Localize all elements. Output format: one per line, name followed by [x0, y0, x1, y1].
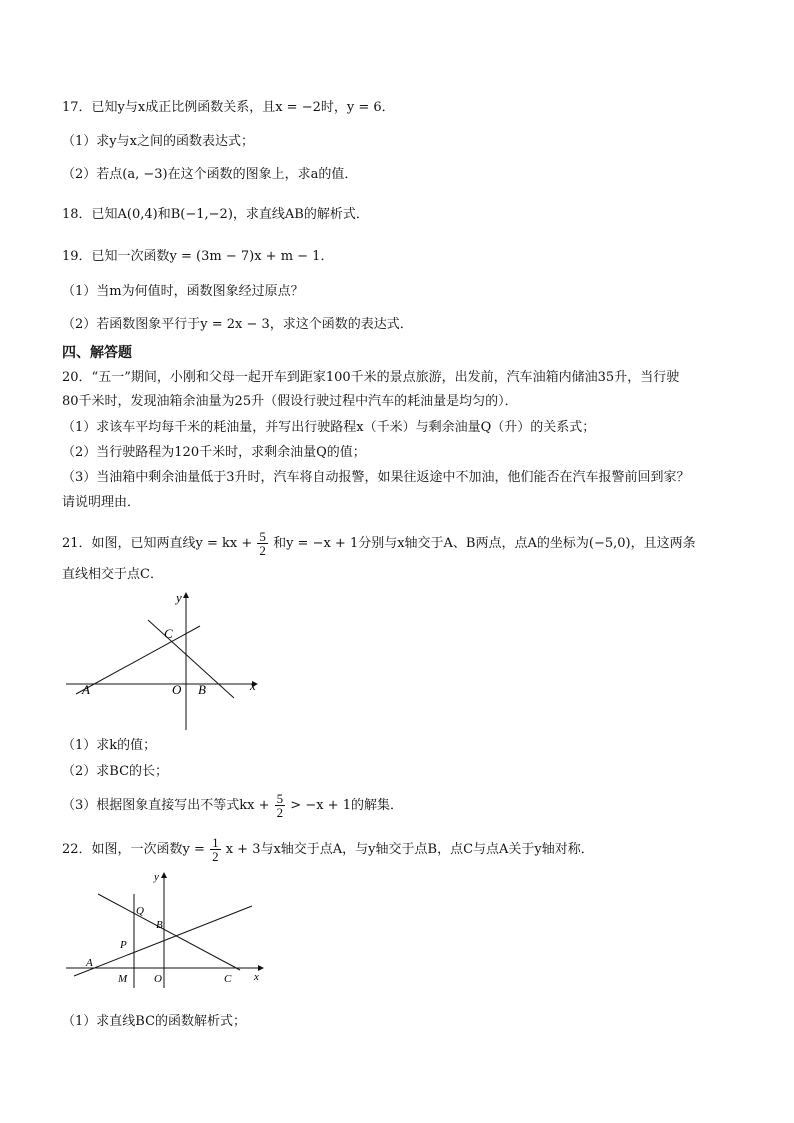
section-heading: 四、解答题 — [62, 345, 132, 361]
q21-part3-frac-den: 2 — [276, 805, 284, 820]
q22-fig-B: B — [156, 919, 163, 931]
q20-part1: （1）求该车平均每千米的耗油量，并写出行驶路程x（千米）与剩余油量Q（升）的关系式； — [62, 420, 596, 435]
q22-stem — [62, 836, 594, 863]
q21-part1: （1）求k的值； — [62, 738, 157, 753]
q21-stem-b: 和y = −x + 1分别与x轴交于A、B两点，点A的坐标为(−5,0)，且这两条 — [273, 536, 696, 551]
q22-fig-C: C — [224, 973, 232, 985]
q21-fig-C: C — [164, 626, 173, 641]
q22-frac-num: 1 — [212, 835, 219, 850]
q21-part3-fraction — [275, 792, 286, 819]
q21-fig-A: A — [82, 682, 90, 697]
q22-frac-den: 2 — [212, 849, 219, 864]
q22-fig-Q: Q — [136, 905, 144, 917]
q21-frac-den: 2 — [259, 543, 266, 558]
q21-frac-num: 5 — [259, 529, 266, 544]
q21-part3-frac-num: 5 — [276, 791, 284, 806]
q22-fraction — [210, 836, 221, 863]
q17-part2: （2）若点(a, −3)在这个函数的图象上，求a的值． — [62, 167, 358, 182]
q21-fig-x: x — [250, 678, 256, 693]
q22-stem-a: 22．如图，一次函数y = — [62, 842, 205, 857]
q20-line1: 20．“五一”期间，小刚和父母一起开车到距家100千米的景点旅游，出发前，汽车油箱内储油35升，当行驶 — [62, 370, 680, 385]
q21-figure — [62, 590, 272, 732]
q21-part2: （2）求BC的长； — [62, 764, 169, 779]
q22-fig-x: x — [254, 971, 259, 983]
q21-stem — [62, 530, 696, 557]
q22-fig-A: A — [86, 957, 93, 969]
q18-stem: 18．已知A(0,4)和B(−1,−2)，求直线AB的解析式． — [62, 207, 369, 222]
q20-part3-cont: 请说明理由． — [62, 495, 141, 510]
q19-part1: （1）当m为何值时，函数图象经过原点？ — [62, 284, 304, 299]
q21-fig-O: O — [172, 682, 182, 697]
q22-fig-y: y — [154, 871, 159, 883]
q22-part1: （1）求直线BC的函数解析式； — [62, 1014, 247, 1029]
q17-part1: （1）求y与x之间的函数表达式； — [62, 134, 254, 149]
q20-part3: （3）当油箱中剩余油量低于3升时，汽车将自动报警，如果往返途中不加油，他们能否在汽车报警前回到家？ — [62, 470, 690, 485]
q21-fig-B: B — [198, 682, 206, 697]
q20-line2: 80千米时，发现油箱余油量为25升（假设行驶过程中汽车的耗油量是均匀的）． — [62, 394, 518, 409]
q21-stem-a: 21．如图，已知两直线y = kx + — [62, 536, 253, 551]
q22-figure — [62, 868, 272, 992]
q21-part3 — [62, 792, 403, 819]
q21-fig-y: y — [176, 590, 182, 605]
q22-fig-M: M — [118, 973, 128, 985]
q21-part3-b: > −x + 1的解集． — [290, 798, 403, 813]
q22-fig-O: O — [154, 973, 162, 985]
q22-fig-P: P — [120, 939, 127, 951]
q21-line2: 直线相交于点C． — [62, 567, 163, 582]
q17-stem: 17．已知y与x成正比例函数关系，且x = −2时，y = 6． — [62, 100, 395, 115]
q20-part2: （2）当行驶路程为120千米时，求剩余油量Q的值； — [62, 445, 366, 460]
q21-part3-a: （3）根据图象直接写出不等式kx + — [62, 798, 270, 813]
q21-fraction — [257, 530, 268, 557]
q22-stem-b: x + 3与x轴交于点A，与y轴交于点B，点C与点A关于y轴对称． — [225, 842, 594, 857]
q19-stem: 19．已知一次函数y = (3m − 7)x + m − 1． — [62, 249, 334, 264]
q19-part2: （2）若函数图象平行于y = 2x − 3，求这个函数的表达式． — [62, 317, 413, 332]
